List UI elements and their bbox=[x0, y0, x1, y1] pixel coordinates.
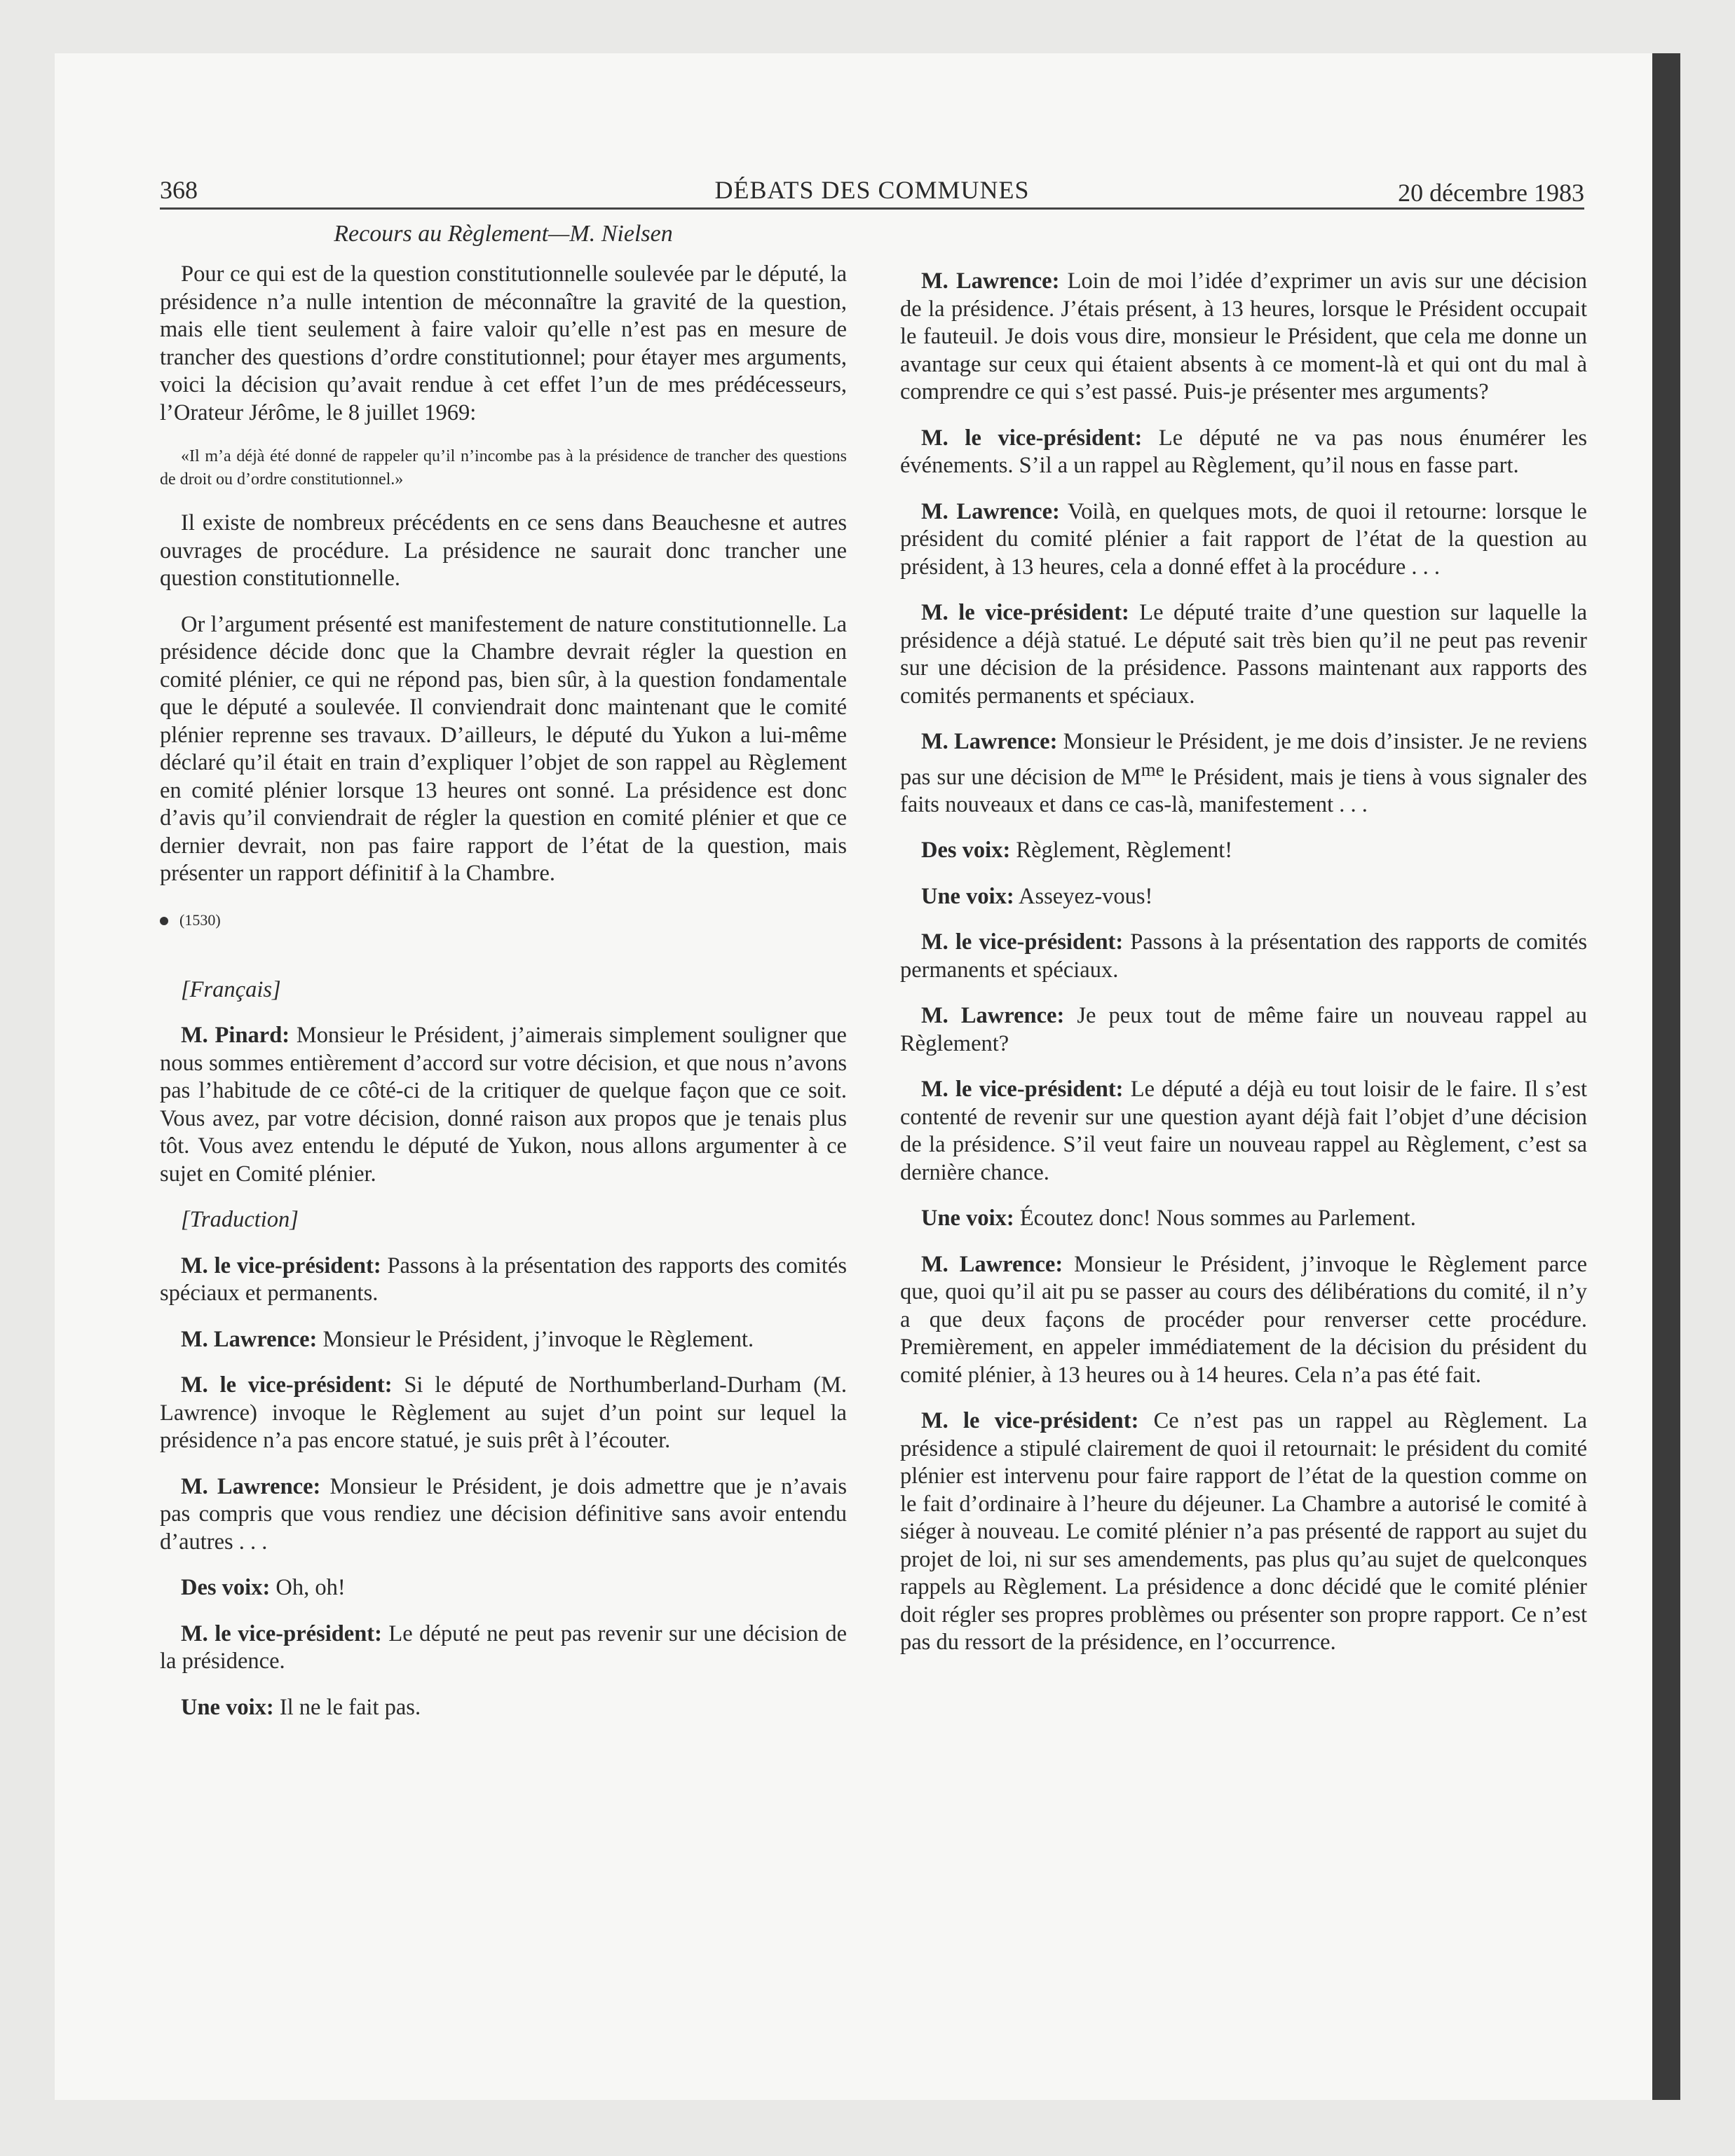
speaker: M. Lawrence: bbox=[181, 1326, 318, 1352]
speech bbox=[900, 1251, 1587, 1390]
speech-text: Il ne le fait pas. bbox=[273, 1694, 421, 1720]
publication-title: DÉBATS DES COMMUNES bbox=[714, 176, 1030, 204]
speech bbox=[900, 268, 1587, 407]
speech bbox=[160, 1694, 847, 1722]
speaker: M. Lawrence: bbox=[921, 729, 1058, 754]
speech bbox=[900, 929, 1587, 984]
speech bbox=[900, 599, 1587, 710]
speaker: M. le vice-président: bbox=[921, 929, 1124, 955]
speech bbox=[900, 1076, 1587, 1187]
speech-text: Voilà, en quelques mots, de quoi il retourne: lorsque le président du comité plénier a fait rapport de l’état de la question au président, à 13 heures, cela a donné effet à la procédure . . . bbox=[900, 498, 1587, 580]
speech bbox=[160, 1574, 847, 1602]
speech bbox=[160, 1253, 847, 1308]
speech bbox=[900, 728, 1587, 819]
speaker: M. le vice-président: bbox=[921, 1077, 1124, 1103]
paragraph: Il existe de nombreux précédents en ce sens dans Beauchesne et autres ouvrages de procédure. La présidence ne saurait donc trancher une question constitutionnelle. bbox=[160, 510, 847, 591]
speech-text: Passons à la présentation des rapports de comités permanents et spéciaux. bbox=[900, 929, 1588, 983]
speech-text: Écoutez donc! Nous sommes au Parlement. bbox=[1014, 1206, 1416, 1231]
paragraph: Pour ce qui est de la question constitutionnelle soulevée par le député, la présidence n’a nulle intention de méconnaître la gravité de la question, mais elle tient seulement à faire valoir qu’elle n’est pas en mesure de trancher des questions d’ordre constitutionnel; pour étayer mes arguments, voici la décision qu’avait rendue à cet effet l’un de mes prédécesseurs, l’Orateur Jérôme, le 8 juillet 1969: bbox=[160, 261, 847, 425]
speaker: Une voix: bbox=[921, 1206, 1014, 1231]
speaker: Des voix: bbox=[181, 1575, 271, 1600]
speaker: M. Lawrence: bbox=[921, 1003, 1065, 1029]
speech-text: Monsieur le Président, j’invoque le Règlement parce que, quoi qu’il ait pu se passer au cours des délibérations du comité, il n’y a que deux façons de procéder pour renverser cette procédure. Premièrement, en appeler immédiatement de la décision du président du comité plénier, à 13 heures ou à 14 heures. Cela n’a pas été fait. bbox=[900, 1251, 1587, 1388]
speech-text: Monsieur le Président, j’aimerais simplement souligner que nous sommes entièrement d’accord sur votre décision, et que nous n’avons pas l’habitude de ce côté-ci de la critiquer de quelque façon que ce soit. Vous avez, par votre décision, donné raison aux propos que je tenais plus tôt. Vous avez entendu le député de Yukon, nous allons argumenter à ce sujet en Comité plénier. bbox=[160, 1023, 847, 1187]
speech bbox=[160, 1473, 847, 1557]
speaker: Une voix: bbox=[921, 883, 1014, 909]
speech bbox=[900, 498, 1587, 582]
language-marker: [Français] bbox=[181, 976, 281, 1002]
speech bbox=[900, 837, 1587, 865]
speech bbox=[900, 1002, 1587, 1058]
speaker: M. le vice-président: bbox=[181, 1621, 382, 1646]
speech-text: Oh, oh! bbox=[270, 1575, 346, 1600]
speaker: M. le vice-président: bbox=[921, 1408, 1139, 1434]
left-column bbox=[160, 219, 847, 1740]
speech-text: Le député a déjà eu tout loisir de le faire. Il s’est contenté de revenir sur une question ayant déjà fait l’objet d’une décision de la présidence. S’il veut faire un nouveau rappel au Règlement, c’est sa dernière chance. bbox=[900, 1077, 1587, 1185]
superscript: me bbox=[1141, 758, 1164, 780]
header-rule bbox=[160, 207, 1584, 210]
speech-text: Asseyez-vous! bbox=[1014, 883, 1153, 909]
speech-text: Le député traite d’une question sur laquelle la présidence a déjà statué. Le député sait très bien qu’il ne peut pas revenir sur une décision de la présidence. Passons maintenant aux rapports des comités permanents et spéciaux. bbox=[900, 600, 1587, 709]
speaker: Des voix: bbox=[921, 838, 1011, 864]
speaker: M. Pinard: bbox=[181, 1023, 290, 1048]
page-number: 368 bbox=[160, 176, 198, 204]
speech-text: Monsieur le Président, je me dois d’insister. Je ne reviens pas sur une décision de M bbox=[900, 729, 1587, 790]
speech bbox=[160, 1621, 847, 1676]
speaker: M. le vice-président: bbox=[921, 600, 1129, 625]
right-column bbox=[900, 268, 1587, 1675]
scan-edge-bar bbox=[1652, 53, 1680, 2100]
section-subhead: Recours au Règlement—M. Nielsen bbox=[334, 221, 673, 247]
speech-text: Si le député de Northumberland-Durham (M. Lawrence) invoque le Règlement au sujet d’un point sur lequel la présidence n’a pas encore statué, je suis prêt à l’écouter. bbox=[160, 1372, 847, 1453]
speaker: M. le vice-président: bbox=[181, 1253, 381, 1278]
paragraph: Or l’argument présenté est manifestement de nature constitutionnelle. La présidence décide donc que la Chambre devrait régler la question en comité plénier, ce qui ne répond pas, bien sûr, à la question fondamentale que le député a soulevée. Il conviendrait donc maintenant que le comité plénier reprenne ses travaux. D’ailleurs, le député du Yukon a lui-même déclaré qu’il était en train d’expliquer l’objet de son rappel au Règlement en comité plénier lorsque 13 heures ont sonné. La présidence est donc d’avis qu’il conviendrait de régler la question en comité plénier et que ce dernier devrait, non pas faire rapport de l’état de la question, mais présenter un rapport définitif à la Chambre. bbox=[160, 611, 847, 886]
speech-text: Règlement, Règlement! bbox=[1010, 838, 1233, 864]
speech-text: Passons à la présentation des rapports des comités spéciaux et permanents. bbox=[160, 1253, 848, 1306]
speaker: Une voix: bbox=[181, 1694, 274, 1720]
speech-text: Le député ne peut pas revenir sur une décision de la présidence. bbox=[160, 1621, 848, 1674]
page-header bbox=[160, 172, 1584, 207]
speech-text: Monsieur le Président, j’invoque le Règlement. bbox=[317, 1326, 754, 1352]
speech-text: Monsieur le Président, je dois admettre que je n’avais pas compris que vous rendiez une décision définitive sans avoir entendu d’autres . . . bbox=[160, 1473, 847, 1555]
speaker: M. le vice-président: bbox=[181, 1372, 393, 1398]
speech-text: le Président, mais je tiens à vous signaler des faits nouveaux et dans ce cas-là, manifestement . . . bbox=[900, 764, 1587, 817]
time-stamp: (1530) bbox=[179, 910, 221, 929]
speech bbox=[160, 1326, 847, 1354]
speaker: M. Lawrence: bbox=[921, 1251, 1063, 1277]
speech bbox=[160, 1022, 847, 1188]
speech bbox=[900, 1407, 1587, 1657]
speaker: M. le vice-président: bbox=[921, 425, 1143, 451]
speaker: M. Lawrence: bbox=[921, 498, 1060, 524]
time-marker bbox=[160, 906, 847, 934]
speech-text: Je peux tout de même faire un nouveau rappel au Règlement? bbox=[900, 1003, 1587, 1056]
publication-date: 20 décembre 1983 bbox=[1398, 179, 1584, 207]
speech bbox=[900, 425, 1587, 480]
speech bbox=[900, 883, 1587, 911]
speech-text: Loin de moi l’idée d’exprimer un avis sur une décision de la présidence. J’étais présent, à 13 heures, lorsque le Président occupait le fauteuil. Je dois vous dire, monsieur le Président, que cela me donne un avantage sur ceux qui étaient absents à ce moment-là et qui ont du mal à comprendre ce qui s’est passé. Puis-je présenter mes arguments? bbox=[900, 268, 1587, 404]
speaker: M. Lawrence: bbox=[921, 268, 1060, 294]
language-marker: [Traduction] bbox=[181, 1207, 299, 1232]
block-quote: «Il m’a déjà été donné de rappeler qu’il n’incombe pas à la présidence de trancher des questions de droit ou d’ordre constitutionnel.» bbox=[160, 447, 847, 489]
speech-text: Le député ne va pas nous énumérer les événements. S’il a un rappel au Règlement, qu’il nous en fasse part. bbox=[900, 425, 1588, 478]
speech bbox=[900, 1205, 1587, 1233]
speech bbox=[160, 1372, 847, 1455]
speaker: M. Lawrence: bbox=[181, 1473, 321, 1499]
speech-text: Ce n’est pas un rappel au Règlement. La présidence a stipulé clairement de quoi il retournait: le président du comité plénier est intervenu pour faire rapport de l’état de la question comme on le fait d’ordinaire à l’heure du déjeuner. La Chambre a autorisé le comité à siéger à nouveau. Le comité plénier n’a pas présenté de rapport au sujet du projet de loi, ni sur ses amendements, pas plus qu’au sujet de quelconques rappels au Règlement. La présidence a donc décidé que le comité plénier doit régler ses propres problèmes ou présenter son propre rapport. Ce n’est pas du ressort de la présidence, en l’occurrence. bbox=[900, 1408, 1587, 1656]
bullet-icon bbox=[160, 917, 168, 925]
